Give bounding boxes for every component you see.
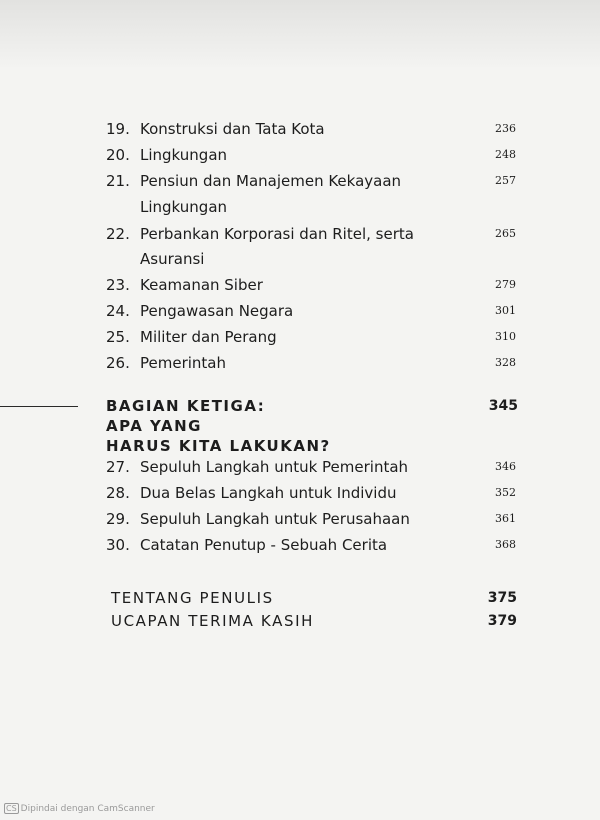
toc-entry-23 — [106, 273, 516, 297]
chapter-title: Keamanan Siber — [140, 276, 263, 294]
part-heading-line: BAGIAN KETIGA: — [106, 397, 266, 415]
toc-entry-27 — [106, 455, 516, 479]
chapter-title: Militer dan Perang — [140, 328, 277, 346]
toc-entry-25 — [106, 325, 516, 349]
chapter-number: 30. — [106, 536, 130, 554]
page-number: 375 — [487, 590, 517, 606]
page-number: 265 — [495, 227, 516, 240]
chapter-number: 22. — [106, 225, 130, 243]
page-number: 236 — [495, 122, 516, 135]
section-rule — [0, 406, 78, 407]
chapter-number: 26. — [106, 354, 130, 372]
watermark-text: Dipindai dengan CamScanner — [20, 804, 155, 814]
chapter-title: Pensiun dan Manajemen Kekayaan — [140, 172, 402, 190]
chapter-title-continued: Lingkungan — [140, 198, 228, 216]
scanner-watermark — [4, 803, 155, 814]
page-number: 257 — [495, 174, 516, 187]
chapter-number: 21. — [106, 172, 130, 190]
toc-entry-28 — [106, 481, 516, 505]
chapter-number: 28. — [106, 484, 130, 502]
part-heading-line: HARUS KITA LAKUKAN? — [106, 437, 331, 455]
part-page-number: 345 — [488, 398, 518, 414]
toc-entry-about-author — [111, 587, 517, 609]
chapter-number: 24. — [106, 302, 130, 320]
part-heading — [106, 396, 331, 456]
toc-entry-20 — [106, 143, 516, 167]
camscanner-logo: CS — [6, 804, 17, 813]
page-number: 248 — [495, 148, 516, 161]
page-number: 379 — [487, 613, 517, 629]
chapter-title: Dua Belas Langkah untuk Individu — [140, 484, 397, 502]
chapter-number: 20. — [106, 146, 130, 164]
page-number: 301 — [495, 304, 516, 317]
chapter-title: Konstruksi dan Tata Kota — [140, 120, 325, 138]
toc-entry-acknowledgements — [111, 610, 517, 632]
page-number: 361 — [495, 512, 516, 525]
chapter-number: 23. — [106, 276, 130, 294]
page-number: 346 — [495, 460, 516, 473]
toc-entry-30 — [106, 533, 516, 557]
chapter-number: 29. — [106, 510, 130, 528]
chapter-number: 19. — [106, 120, 130, 138]
chapter-title: Pengawasan Negara — [140, 302, 294, 320]
toc-entry-21 — [106, 169, 516, 193]
page-number: 368 — [495, 538, 516, 551]
page-number: 352 — [495, 486, 516, 499]
back-matter-title: UCAPAN TERIMA KASIH — [111, 612, 314, 630]
toc-entry-26 — [106, 351, 516, 375]
chapter-title: Catatan Penutup - Sebuah Cerita — [140, 536, 388, 554]
back-matter-title: TENTANG PENULIS — [111, 589, 274, 607]
chapter-title: Sepuluh Langkah untuk Perusahaan — [140, 510, 410, 528]
chapter-number: 25. — [106, 328, 130, 346]
toc-entry-19 — [106, 117, 516, 141]
page-number: 310 — [495, 330, 516, 343]
toc-entry-22 — [106, 222, 516, 246]
toc-entry-24 — [106, 299, 516, 323]
chapter-title: Pemerintah — [140, 354, 227, 372]
page-number: 279 — [495, 278, 516, 291]
chapter-title-continued: Asuransi — [140, 250, 205, 268]
chapter-title: Perbankan Korporasi dan Ritel, serta — [140, 225, 414, 243]
page-number: 328 — [495, 356, 516, 369]
chapter-number: 27. — [106, 458, 130, 476]
chapter-title: Sepuluh Langkah untuk Pemerintah — [140, 458, 409, 476]
part-heading-line: APA YANG — [106, 417, 202, 435]
chapter-title: Lingkungan — [140, 146, 228, 164]
toc-entry-29 — [106, 507, 516, 531]
scan-shadow — [0, 0, 600, 70]
